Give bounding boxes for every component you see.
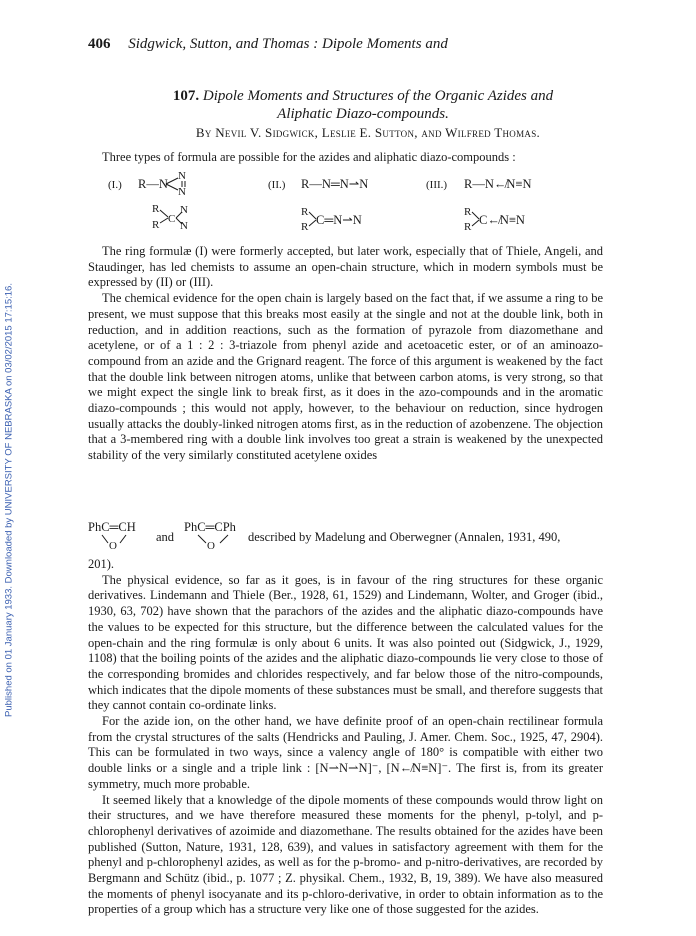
paragraph-4: For the azide ion, on the other hand, we have definite proof of an open-chain rectilinear formula from the crystal structures of the salts (Hendricks and Pauling, J. Amer. Chem. Soc., 1925, 47, 2904). This can be formulated in two ways, since a valency angle of 180° is compatible with either two double links or a single and a triple link : [N⇀N⇀N]⁻, [N↚N≡N]⁻. The first is, from its greater symmetry, much more probable. <box>88 714 603 791</box>
formula-I-n4: N <box>180 220 188 232</box>
oxide-formula-2: PhC═CPh <box>184 520 236 534</box>
intro-paragraph: Three types of formula are possible for the azides and aliphatic diazo-compounds : <box>102 150 516 164</box>
acetylene-oxide-formulas <box>88 518 603 554</box>
structural-formulas <box>108 170 578 240</box>
svg-text:C: C <box>168 213 176 225</box>
article-title <box>110 87 616 123</box>
running-header <box>88 36 646 53</box>
intro-text <box>88 150 603 166</box>
formula-I-r1: R <box>152 203 160 215</box>
formula-III-r1: R <box>464 206 472 218</box>
paragraph-1: The ring formulæ (I) were formerly accepted, but later work, especially that of Thiele, Angeli, and Staudinger, has led chemists to assume an open-chain structure, which in modern symbols must be expressed by (II) or (III). <box>88 244 603 290</box>
oxide-reference: described by Madelung and Oberwegner (Annalen, 1931, 490, <box>248 530 561 544</box>
formula-II-r2: R <box>301 221 309 233</box>
oxide-formula-1: PhC═CH <box>88 520 136 534</box>
page-number: 406 <box>88 36 111 52</box>
running-title: Sidgwick, Sutton, and Thomas : Dipole Moments and <box>128 36 448 52</box>
formula-II-top: R—N═N⇀N <box>301 177 369 191</box>
paragraph-5: It seemed likely that a knowledge of the dipole moments of these compounds would throw light on their structures, and we have therefore measured these moments for the phenyl, p-tolyl, and p-chlorophenyl derivatives of azoimide and diazomethane. The results obtained for the azides have been published (Sutton, Nature, 1931, 128, 639), and values in satisfactory agreement with them for the phenyl and p-chlorophenyl azides, as well as for the p-bromo- and p-nitro-derivatives, are recorded by Bergmann and Schütz (ibid., p. 1077 ; Z. physikal. Chem., 1932, B, 19, 389). We have also measured the moments of phenyl isocyanate and its p-chloro-derivative, in order to obtain information as to the properties of a group which has a structure very like one of those suggested for the azides. <box>88 792 603 917</box>
article-number: 107. <box>172 88 200 104</box>
title-line-1: Dipole Moments and Structures of the Organic Azides and <box>202 88 554 104</box>
body-section-2 <box>88 557 603 918</box>
and-word: and <box>156 530 175 544</box>
formula-II-bottom: C═N⇀N <box>316 213 362 227</box>
formula-I-r2: R <box>152 219 160 231</box>
formula-III-bottom: C↚N≡N <box>479 213 525 227</box>
sidebar-publication-note <box>2 120 16 880</box>
paragraph-3: The physical evidence, so far as it goes, is in favour of the ring structures for these organic derivatives. Lindemann and Thiele (Ber., 1928, 61, 1529) and Lindemann, Wolter, and Groger (ibid., 1930, 63, 702) have shown that the parachors of the azides and the aliphatic diazo-compounds have the values to be expected for this structure, but the difference between the calculated values for the open-chain and the ring formulæ is only about 6 units. It was also pointed out (Sidgwick, J., 1929, 1108) that the boiling points of the azides and the aliphatic diazo-compounds lie very close to those of the corresponding bromides and chlorides respectively, and far below those of the nitro-compounds, which indicates that the dipole moments of these substances must be small, and therefore suggests that they cannot contain co-ordinate links. <box>88 572 603 713</box>
label-I: (I.) <box>108 179 122 191</box>
body-section-1 <box>88 244 603 464</box>
formula-I-top: R—N <box>138 177 168 191</box>
formula-III-r2: R <box>464 221 472 233</box>
formula-II-r1: R <box>301 206 309 218</box>
formula-I-n2: N <box>178 186 186 198</box>
oxide-o-2: O <box>207 540 215 552</box>
sidebar-text: Published on 01 January 1933. Downloaded by UNIVERSITY OF NEBRASKA on 03/02/2015 17:15:16. <box>3 283 15 717</box>
author-line: By Nevil V. Sidgwick, Leslie E. Sutton, and Wilfred Thomas. <box>195 125 541 140</box>
label-II: (II.) <box>268 179 286 191</box>
oxide-o-1: O <box>109 540 117 552</box>
formula-III-top: R—N↚N≡N <box>464 177 532 191</box>
reference-continuation: 201). <box>88 557 115 571</box>
title-line-2: Aliphatic Diazo-compounds. <box>277 106 449 122</box>
formula-I-n3: N <box>180 204 188 216</box>
paragraph-2: The chemical evidence for the open chain is largely based on the fact that, if we assume a ring to be present, we must suppose that this breaks most easily at the single and not at the double link, both in reduction, and in addition reactions, such as the formation of pyrazole from diazomethane and acetylene, or of a 1 : 2 : 3-triazole from phenyl azide and acetoacetic ester, or of an aminoazo-compound from an azide and the Grignard reagent. The force of this argument is weakened by the fact that the double link between nitrogen atoms, unlike that between carbon atoms, is very strong, so that we might expect the single link to break first, as it does in the azo-compounds and in the aromatic diazo-compounds ; this would not apply, however, to the behaviour on reduction, since hydrogen usually attacks the doubly-linked nitrogen atoms first, as in the reduction of azobenzene. The objection that a 3-membered ring with a double link involves too great a strain is weakened by the unexpected stability of the very similarly constituted acetylene oxides <box>88 291 603 463</box>
formula-I-n1: N <box>178 170 186 182</box>
label-III: (III.) <box>426 179 448 191</box>
